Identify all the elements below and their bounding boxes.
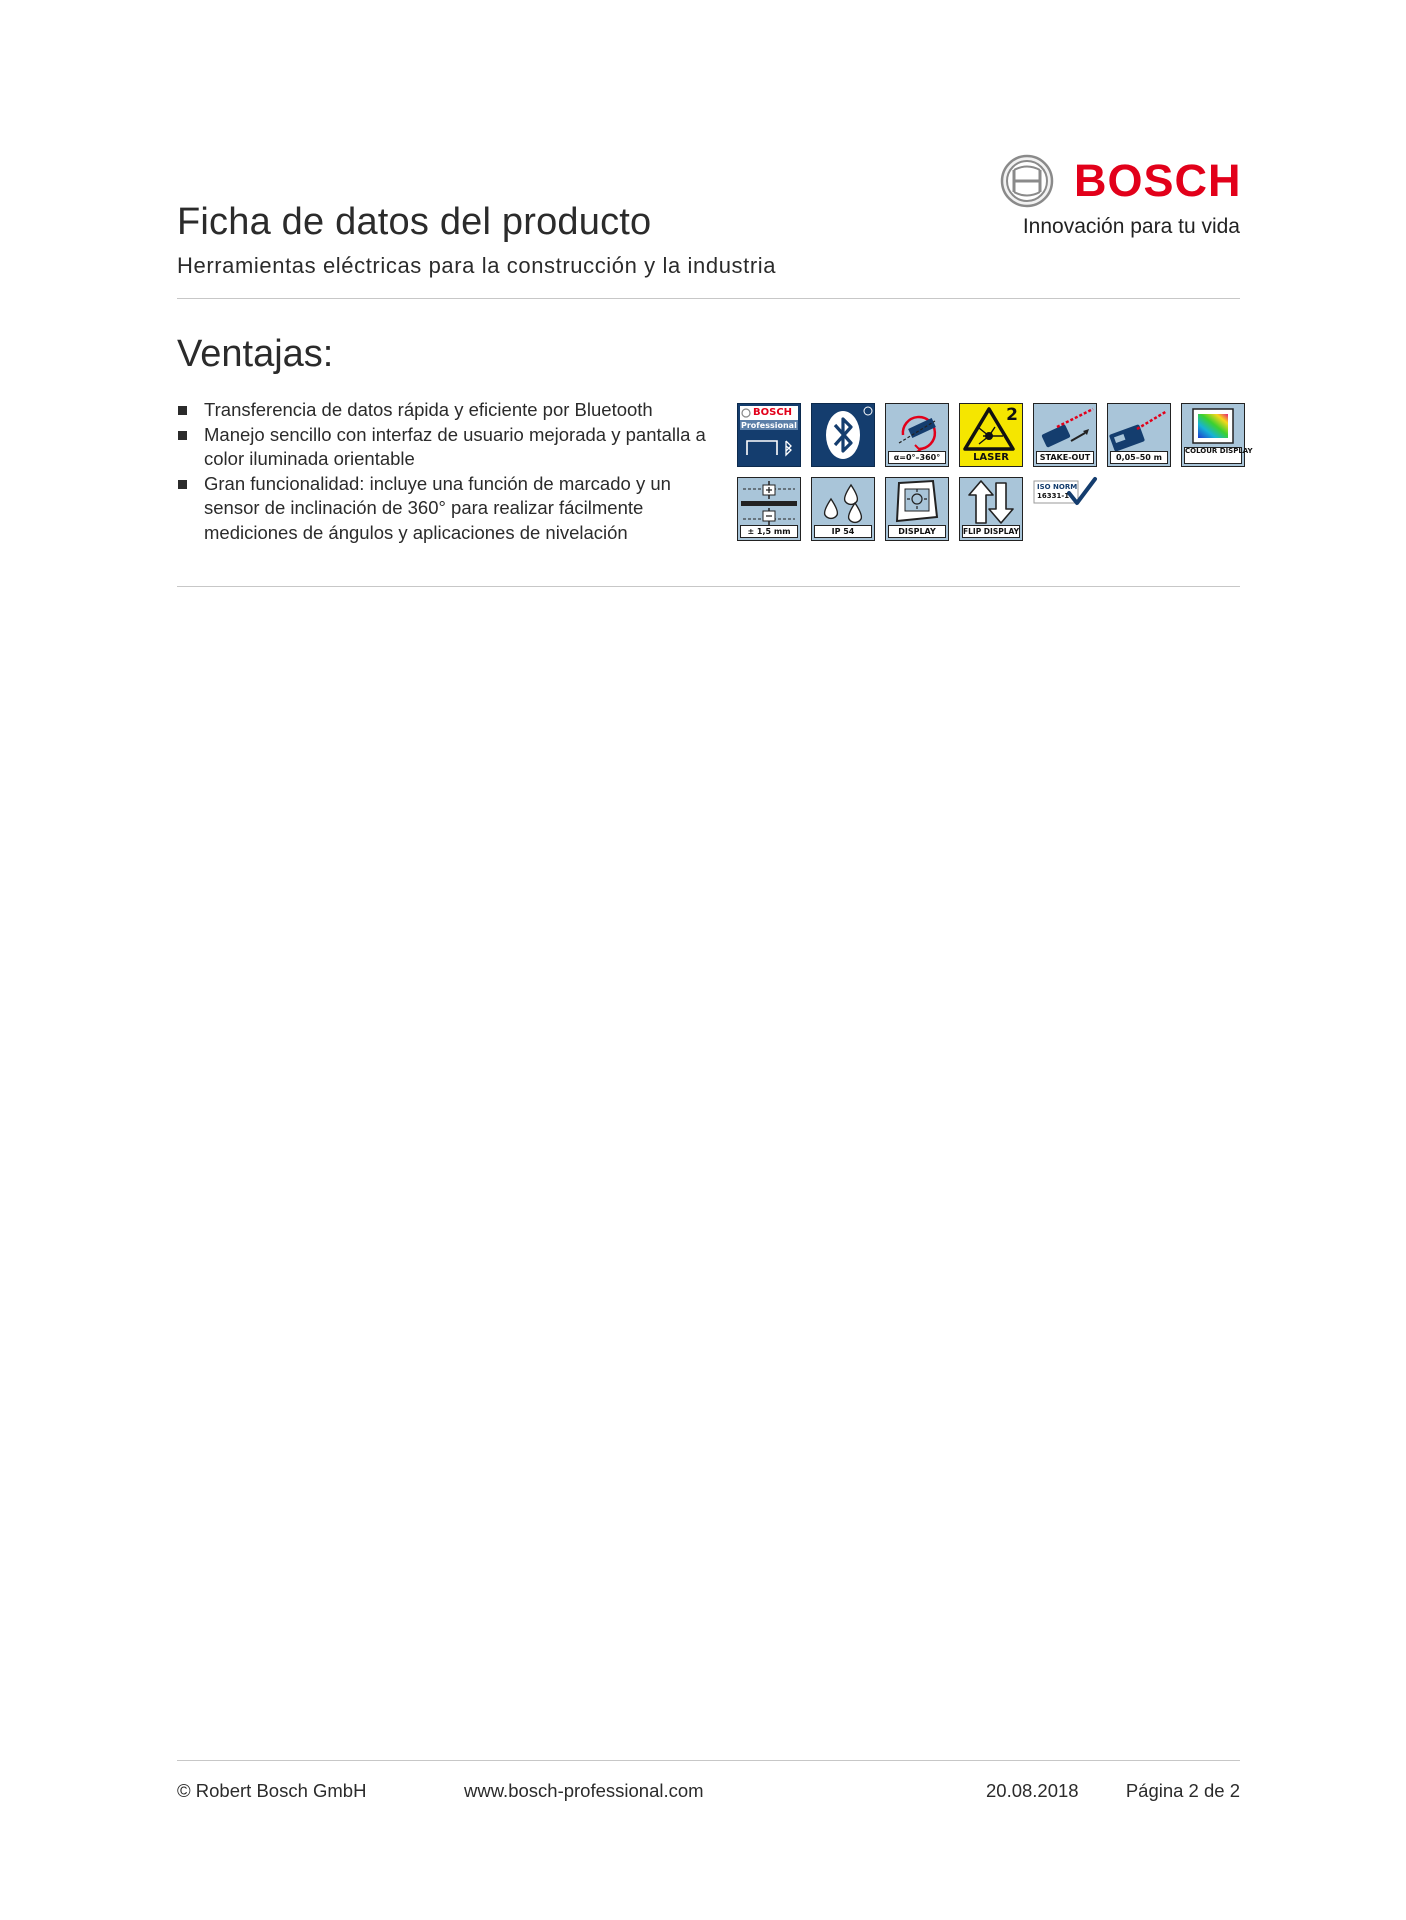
- section-title: Ventajas:: [177, 333, 334, 375]
- bosch-logo: [1000, 154, 1240, 210]
- flip-display-icon: FLIP DISPLAY: [959, 477, 1023, 541]
- display-icon: DISPLAY: [885, 477, 949, 541]
- footer-divider: [177, 1760, 1240, 1761]
- iso-norm-icon: ISO NORM 16331-1: [1033, 477, 1103, 511]
- list-item: Gran funcionalidad: incluye una función de marcado y un sensor de inclinación de 360° para realizar fácilmente mediciones de ángulos y aplicaciones de nivelación: [177, 472, 717, 546]
- page-footer: [177, 1778, 1240, 1808]
- bluetooth-icon: [811, 403, 875, 467]
- list-item: Manejo sencillo con interfaz de usuario mejorada y pantalla a color iluminada orientable: [177, 423, 717, 472]
- bullet-square-icon: [178, 431, 187, 440]
- section-divider: [177, 586, 1240, 587]
- ip54-icon: IP 54: [811, 477, 875, 541]
- colour-display-icon: COLOUR DISPLAY: [1181, 403, 1245, 467]
- brand-tagline: Innovación para tu vida: [1022, 215, 1240, 238]
- stake-out-icon: STAKE-OUT: [1033, 403, 1097, 467]
- bosch-professional-app-icon: BOSCH Professional: [737, 403, 801, 467]
- footer-page-number: Página 2 de 2: [1125, 1780, 1240, 1801]
- laser-class-2-icon: 2 LASER: [959, 403, 1023, 467]
- footer-copyright: © Robert Bosch GmbH: [177, 1780, 367, 1801]
- range-icon: 0,05–50 m: [1107, 403, 1171, 467]
- angle-measurement-icon: α=0°–360°: [885, 403, 949, 467]
- footer-date: 20.08.2018: [986, 1780, 1079, 1801]
- bullet-square-icon: [178, 406, 187, 415]
- feature-pictograms: [737, 403, 1253, 543]
- footer-website-link[interactable]: www.bosch-professional.com: [464, 1780, 704, 1801]
- bosch-armature-icon: [1000, 154, 1054, 208]
- list-item: Transferencia de datos rápida y eficiente por Bluetooth: [177, 398, 717, 423]
- bullet-square-icon: [178, 480, 187, 489]
- document-subtitle: Herramientas eléctricas para la construcción y la industria: [177, 253, 777, 278]
- document-title: Ficha de datos del producto: [177, 201, 652, 243]
- advantages-list: [177, 398, 717, 545]
- bosch-wordmark: BOSCH: [1074, 155, 1242, 206]
- accuracy-icon: ± 1,5 mm: [737, 477, 801, 541]
- header-divider: [177, 298, 1240, 299]
